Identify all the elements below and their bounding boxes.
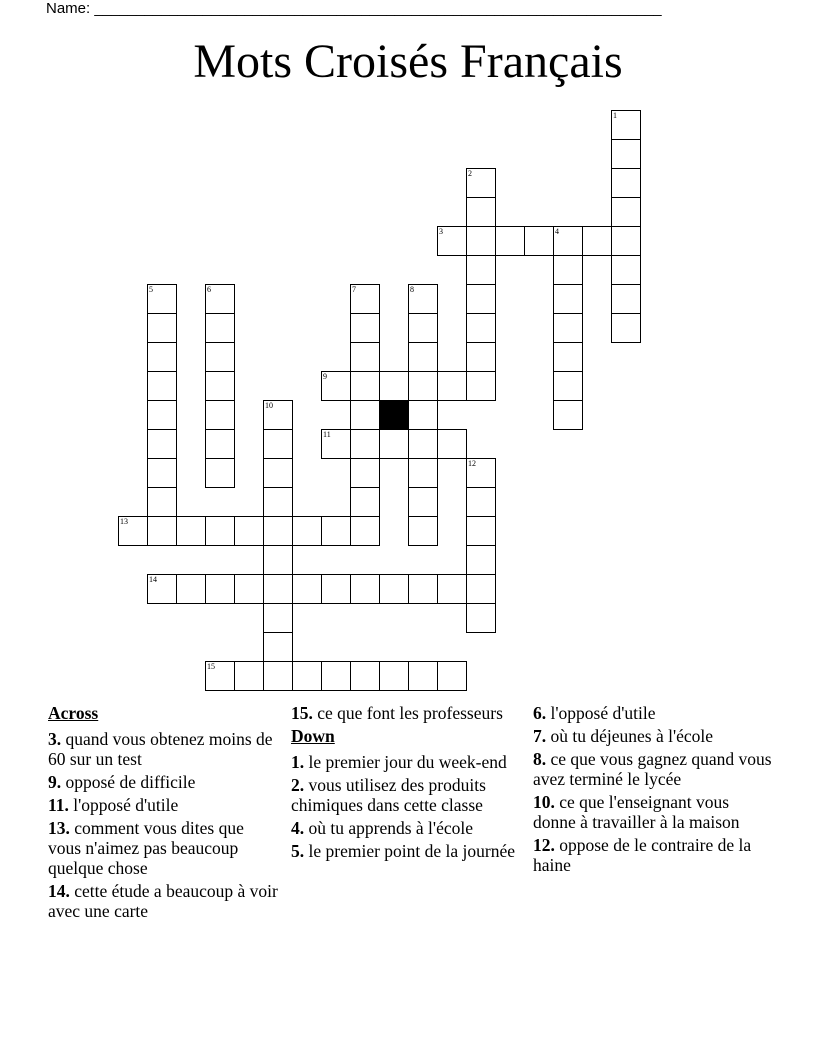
grid-cell[interactable] bbox=[263, 516, 293, 546]
grid-cell[interactable] bbox=[147, 574, 177, 604]
grid-cell[interactable] bbox=[321, 371, 351, 401]
grid-cell[interactable] bbox=[350, 371, 380, 401]
grid-cell[interactable] bbox=[408, 400, 438, 430]
grid-cell[interactable] bbox=[379, 574, 409, 604]
grid-cell[interactable] bbox=[350, 429, 380, 459]
grid-cell[interactable] bbox=[350, 487, 380, 517]
clue-number: 6 bbox=[207, 285, 211, 294]
grid-cell[interactable] bbox=[147, 284, 177, 314]
grid-cell[interactable] bbox=[466, 545, 496, 575]
down-heading: Down bbox=[291, 726, 335, 746]
grid-cell[interactable] bbox=[611, 226, 641, 256]
grid-cell[interactable] bbox=[292, 661, 322, 691]
clue-number: 15 bbox=[207, 662, 215, 671]
clue-number: 14 bbox=[149, 575, 157, 584]
clue-number: 9 bbox=[323, 372, 327, 381]
grid-cell[interactable] bbox=[553, 284, 583, 314]
grid-cell[interactable] bbox=[147, 516, 177, 546]
grid-cell[interactable] bbox=[321, 574, 351, 604]
grid-cell[interactable] bbox=[350, 400, 380, 430]
clue-down-8: 8. ce que vous gagnez quand vous avez terminé le lycée bbox=[533, 749, 772, 789]
grid-cell[interactable] bbox=[263, 661, 293, 691]
grid-cell[interactable] bbox=[553, 342, 583, 372]
grid-cell[interactable] bbox=[205, 371, 235, 401]
grid-cell[interactable] bbox=[466, 603, 496, 633]
grid-cell[interactable] bbox=[553, 226, 583, 256]
grid-cell[interactable] bbox=[408, 487, 438, 517]
grid-cell[interactable] bbox=[437, 574, 467, 604]
grid-cell[interactable] bbox=[379, 429, 409, 459]
name-blank-line: ____________________________________________________________________ bbox=[94, 0, 662, 17]
grid-cell[interactable] bbox=[147, 458, 177, 488]
grid-cell[interactable] bbox=[350, 574, 380, 604]
clue-across-13: 13. comment vous dites que vous n'aimez pas beaucoup quelque chose bbox=[48, 818, 244, 878]
grid-cell[interactable] bbox=[234, 574, 264, 604]
grid-cell[interactable] bbox=[263, 574, 293, 604]
grid-cell[interactable] bbox=[292, 516, 322, 546]
grid-cell[interactable] bbox=[350, 313, 380, 343]
clues-column-3 bbox=[533, 703, 773, 878]
grid-cell[interactable] bbox=[408, 342, 438, 372]
grid-cell[interactable] bbox=[466, 197, 496, 227]
grid-cell[interactable] bbox=[321, 429, 351, 459]
clue-across-3: 3. quand vous obtenez moins de 60 sur un test bbox=[48, 729, 273, 769]
grid-cell[interactable] bbox=[466, 342, 496, 372]
grid-cell[interactable] bbox=[263, 400, 293, 430]
grid-cell[interactable] bbox=[466, 226, 496, 256]
grid-cell[interactable] bbox=[321, 661, 351, 691]
grid-cell[interactable] bbox=[437, 371, 467, 401]
grid-cell[interactable] bbox=[466, 574, 496, 604]
grid-cell[interactable] bbox=[263, 487, 293, 517]
grid-cell[interactable] bbox=[205, 429, 235, 459]
grid-cell[interactable] bbox=[292, 574, 322, 604]
grid-cell[interactable] bbox=[582, 226, 612, 256]
grid-cell[interactable] bbox=[408, 516, 438, 546]
grid-cell[interactable] bbox=[118, 516, 148, 546]
grid-cell[interactable] bbox=[437, 226, 467, 256]
grid-cell[interactable] bbox=[263, 458, 293, 488]
clue-down-7: 7. où tu déjeunes à l'école bbox=[533, 726, 714, 746]
grid-cell[interactable] bbox=[553, 371, 583, 401]
page-title: Mots Croisés Français bbox=[193, 35, 623, 88]
grid-cell[interactable] bbox=[408, 574, 438, 604]
grid-cell[interactable] bbox=[466, 371, 496, 401]
grid-cell[interactable] bbox=[147, 342, 177, 372]
grid-cell[interactable] bbox=[205, 516, 235, 546]
grid-cell[interactable] bbox=[205, 284, 235, 314]
grid-cell[interactable] bbox=[466, 168, 496, 198]
clue-number: 1 bbox=[613, 111, 617, 120]
grid-cell[interactable] bbox=[466, 284, 496, 314]
grid-cell[interactable] bbox=[553, 313, 583, 343]
grid-cell[interactable] bbox=[205, 342, 235, 372]
grid-cell[interactable] bbox=[350, 342, 380, 372]
clue-number: 8 bbox=[410, 285, 414, 294]
grid-cell[interactable] bbox=[611, 168, 641, 198]
grid-cell[interactable] bbox=[466, 458, 496, 488]
clue-down-5: 5. le premier point de la journée bbox=[291, 841, 516, 861]
grid-cell[interactable] bbox=[263, 429, 293, 459]
clue-number: 4 bbox=[555, 227, 559, 236]
grid-cell[interactable] bbox=[205, 458, 235, 488]
grid-cell[interactable] bbox=[263, 603, 293, 633]
clue-number: 7 bbox=[352, 285, 356, 294]
grid-cell[interactable] bbox=[176, 574, 206, 604]
clue-number: 13 bbox=[120, 517, 128, 526]
grid-block bbox=[379, 400, 409, 430]
grid-cell[interactable] bbox=[408, 371, 438, 401]
grid-cell[interactable] bbox=[437, 429, 467, 459]
clue-across-9: 9. opposé de difficile bbox=[48, 772, 196, 792]
clue-number: 3 bbox=[439, 227, 443, 236]
grid-cell[interactable] bbox=[379, 661, 409, 691]
clue-across-15: 15. ce que font les professeurs bbox=[291, 703, 503, 723]
clue-down-10: 10. ce que l'enseignant vous donne à travailler à la maison bbox=[533, 792, 740, 832]
grid-cell[interactable] bbox=[524, 226, 554, 256]
grid-cell[interactable] bbox=[350, 458, 380, 488]
grid-cell[interactable] bbox=[321, 516, 351, 546]
grid-cell[interactable] bbox=[147, 429, 177, 459]
clues-column-2 bbox=[291, 703, 519, 864]
grid-cell[interactable] bbox=[350, 284, 380, 314]
clue-number: 11 bbox=[323, 430, 331, 439]
clue-across-11: 11. l'opposé d'utile bbox=[48, 795, 179, 815]
grid-cell[interactable] bbox=[611, 313, 641, 343]
clue-down-6: 6. l'opposé d'utile bbox=[533, 703, 656, 723]
grid-cell[interactable] bbox=[466, 255, 496, 285]
grid-cell[interactable] bbox=[408, 284, 438, 314]
grid-cell[interactable] bbox=[437, 661, 467, 691]
grid-cell[interactable] bbox=[611, 255, 641, 285]
clue-number: 5 bbox=[149, 285, 153, 294]
clue-down-2: 2. vous utilisez des produits chimiques dans cette classe bbox=[291, 775, 486, 815]
clue-down-1: 1. le premier jour du week-end bbox=[291, 752, 507, 772]
clues-column-1 bbox=[48, 703, 280, 924]
grid-cell[interactable] bbox=[176, 516, 206, 546]
grid-cell[interactable] bbox=[408, 661, 438, 691]
clue-down-12: 12. oppose de le contraire de la haine bbox=[533, 835, 752, 875]
grid-cell[interactable] bbox=[611, 197, 641, 227]
grid-cell[interactable] bbox=[263, 545, 293, 575]
grid-cell[interactable] bbox=[611, 139, 641, 169]
clue-number: 12 bbox=[468, 459, 476, 468]
grid-cell[interactable] bbox=[553, 255, 583, 285]
grid-cell[interactable] bbox=[466, 313, 496, 343]
grid-cell[interactable] bbox=[466, 516, 496, 546]
grid-cell[interactable] bbox=[234, 516, 264, 546]
grid-cell[interactable] bbox=[495, 226, 525, 256]
across-heading: Across bbox=[48, 703, 99, 723]
grid-cell[interactable] bbox=[234, 661, 264, 691]
clue-down-4: 4. où tu apprends à l'école bbox=[291, 818, 473, 838]
grid-cell[interactable] bbox=[205, 313, 235, 343]
clue-number: 10 bbox=[265, 401, 273, 410]
grid-cell[interactable] bbox=[408, 458, 438, 488]
grid-cell[interactable] bbox=[147, 313, 177, 343]
grid-cell[interactable] bbox=[408, 313, 438, 343]
grid-cell[interactable] bbox=[147, 400, 177, 430]
grid-cell[interactable] bbox=[408, 429, 438, 459]
grid-cell[interactable] bbox=[263, 632, 293, 662]
grid-cell[interactable] bbox=[205, 661, 235, 691]
clue-number: 2 bbox=[468, 169, 472, 178]
grid-cell[interactable] bbox=[205, 574, 235, 604]
grid-cell[interactable] bbox=[379, 371, 409, 401]
grid-cell[interactable] bbox=[611, 284, 641, 314]
grid-cell[interactable] bbox=[611, 110, 641, 140]
name-label: Name: bbox=[46, 0, 91, 17]
grid-cell[interactable] bbox=[350, 661, 380, 691]
grid-cell[interactable] bbox=[147, 371, 177, 401]
grid-cell[interactable] bbox=[350, 516, 380, 546]
clue-across-14: 14. cette étude a beaucoup à voir avec une carte bbox=[48, 881, 278, 921]
grid-cell[interactable] bbox=[553, 400, 583, 430]
grid-cell[interactable] bbox=[205, 400, 235, 430]
grid-cell[interactable] bbox=[466, 487, 496, 517]
grid-cell[interactable] bbox=[147, 487, 177, 517]
